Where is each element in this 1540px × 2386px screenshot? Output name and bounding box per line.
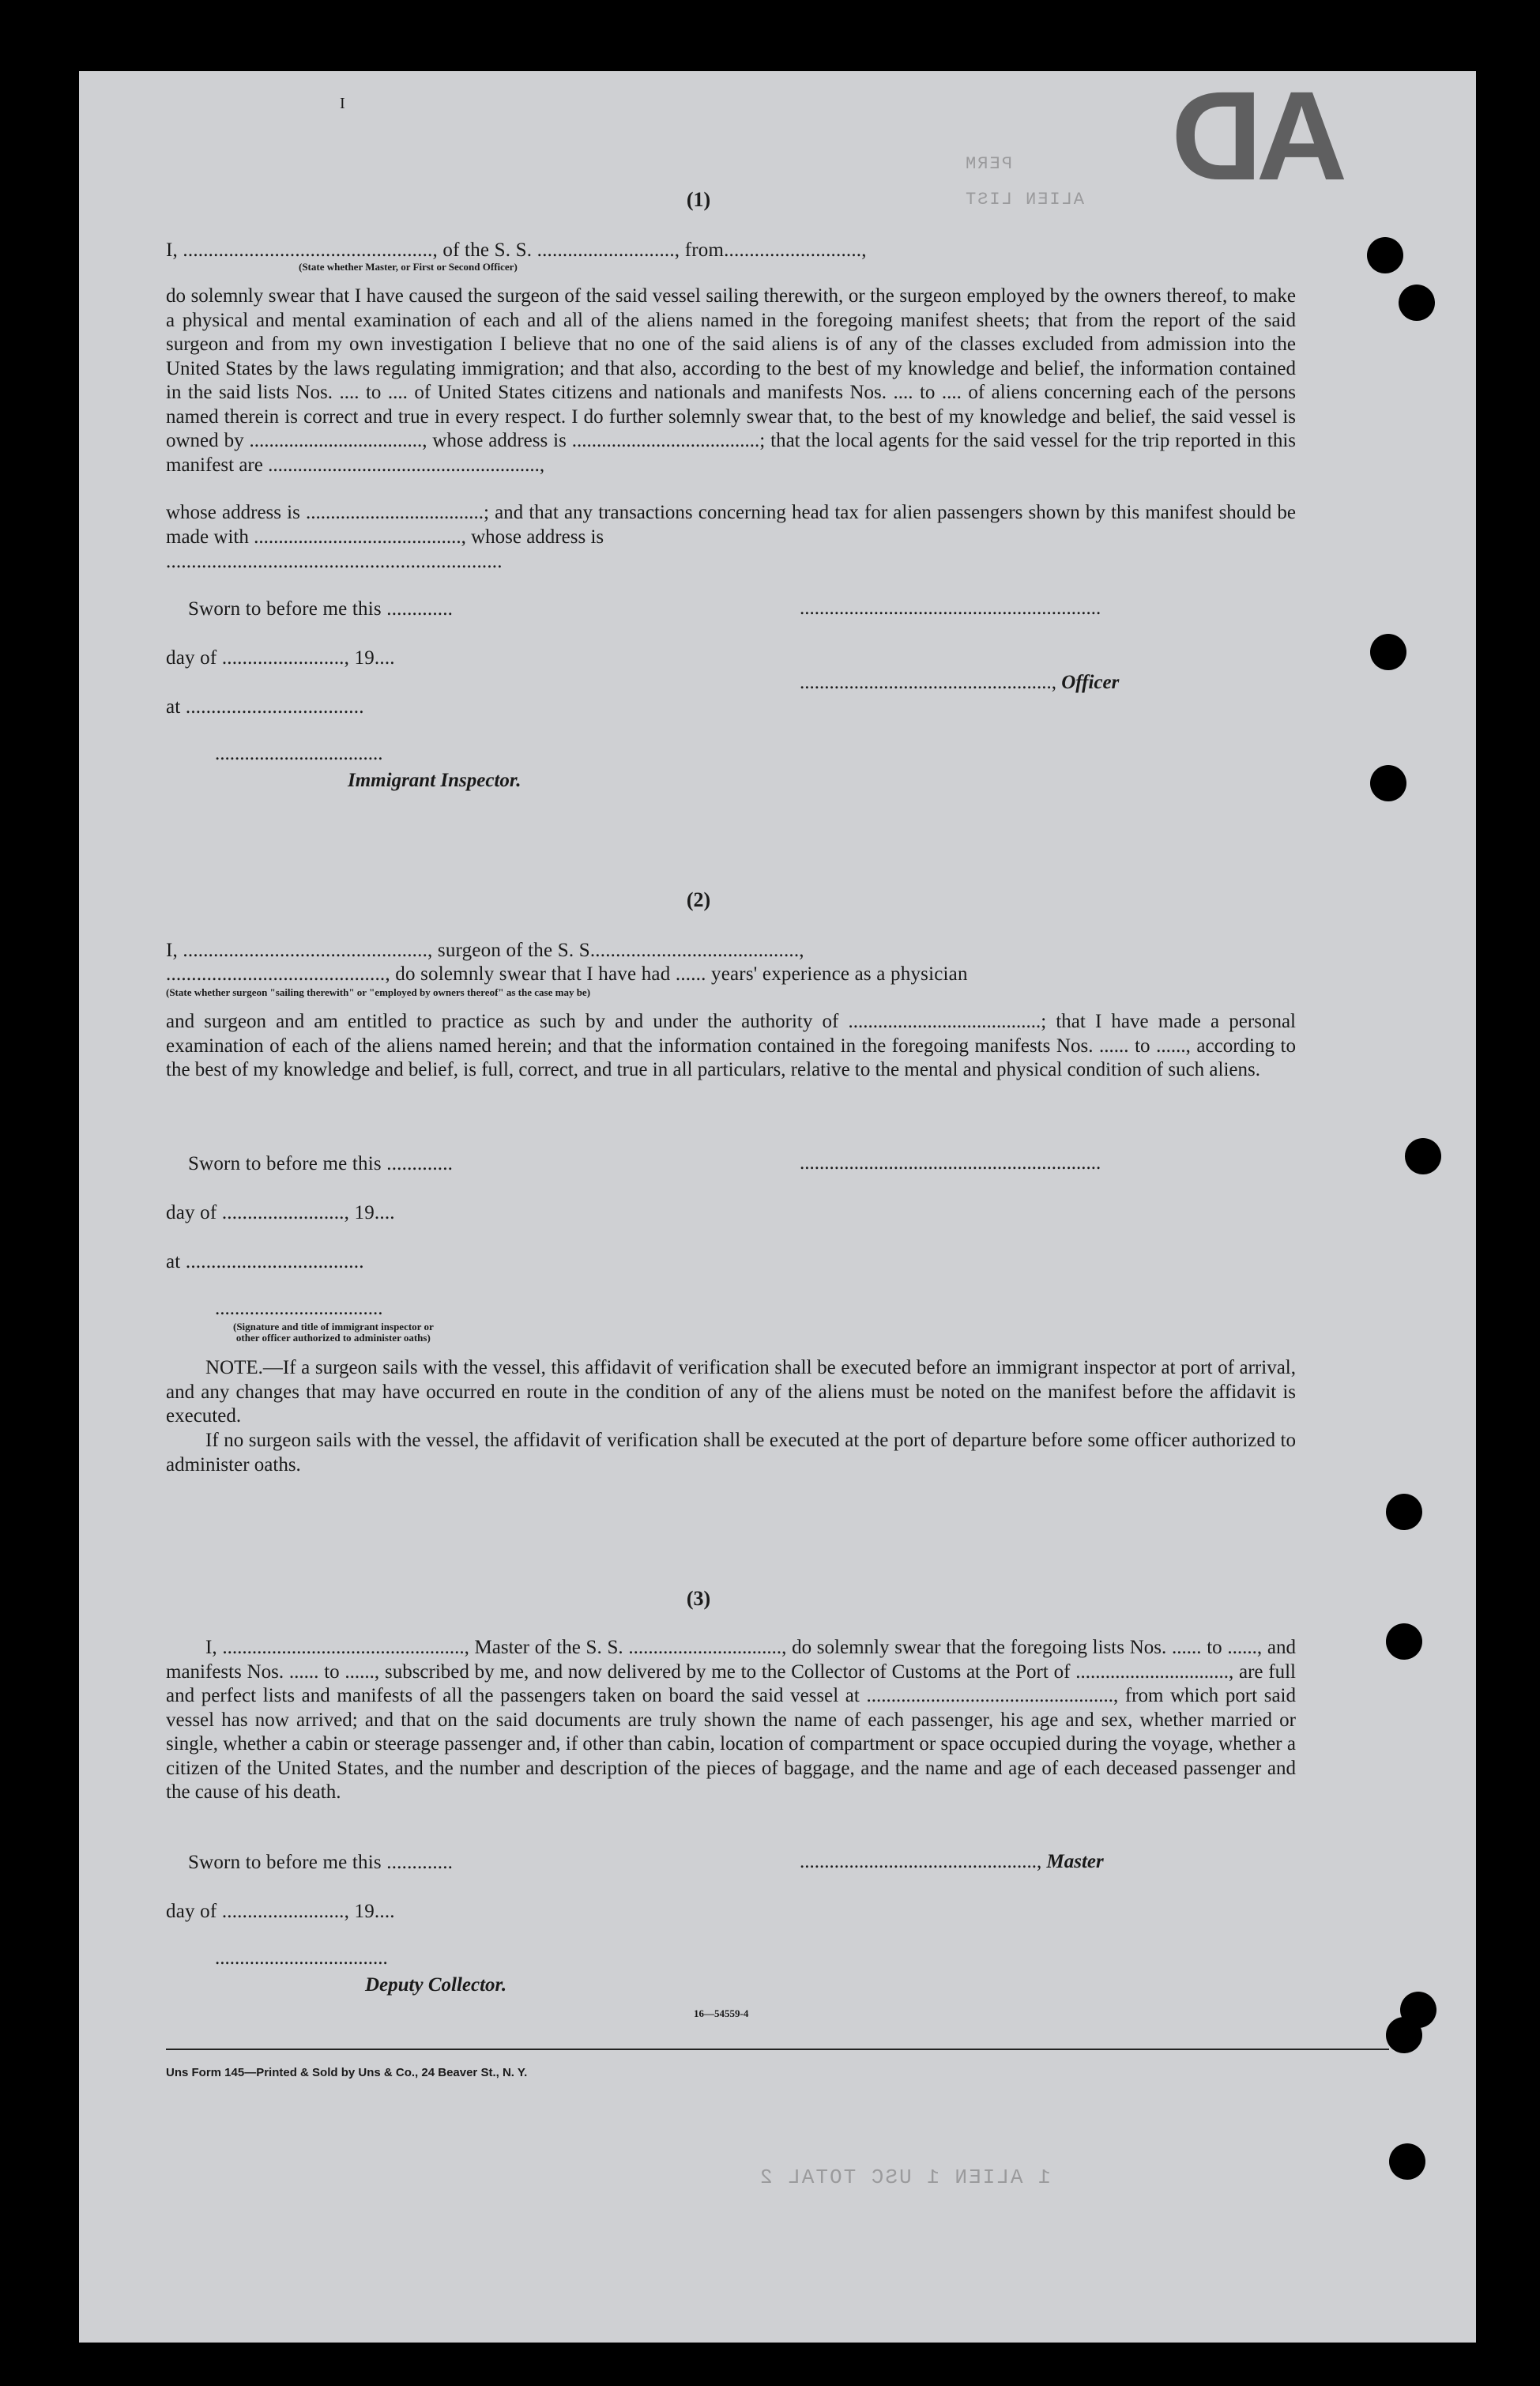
s2-note-2: If no surgeon sails with the vessel, the affidavit of verification shall be executed at the port of departure before some officer authorized to administer oaths. [166,1430,1296,1476]
s3-master-line: ................................................, Master [800,1851,1104,1872]
bleed-text-2: ALIEN LIST [964,190,1085,209]
s1-at: at ................................... [166,696,364,718]
form-number: 16—54559-4 [694,2007,749,2019]
ad-stamp: AD [1177,65,1348,206]
bleed-text-1: PERM [964,154,1012,174]
s1-inspector-title: Immigrant Inspector. [348,770,521,791]
s2-sig-hint: (Signature and title of immigrant inspector or other officer authorized to administer oaths) [233,1321,434,1344]
punch-hole [1370,634,1406,670]
s1-day-of: day of ........................, 19.... [166,647,395,669]
s2-day-of: day of ........................, 19.... [166,1202,395,1223]
punch-hole [1367,237,1403,273]
s2-body: and surgeon and am entitled to practice as such by and under the authority of .......................................; that I have made a personal examination of each of the aliens named herein; and that the information contained in the foregoing manifests Nos. ...... to ......, according to the best of my knowledge and belief, is full, correct, and true in all particulars, relative to the mental and physical condition of such aliens. [166,1011,1296,1080]
stray-mark: I [340,95,345,112]
s2-note-1: NOTE.—If a surgeon sails with the vessel, this affidavit of verification shall be executed before an immigrant inspector at port of arrival, and any changes that may have occurred en route in the condition of any of the aliens must be noted on the manifest before the affidavit is executed. [166,1357,1296,1427]
s1-officer-line: ..................................................., Officer [800,672,1120,693]
punch-hole [1370,765,1406,801]
document-page [79,65,1476,2343]
s1-dots-end: .................................................................. [166,551,503,572]
printer-footer: Uns Form 145—Printed & Sold by Uns & Co., 24 Beaver St., N. Y. [166,2066,528,2079]
section-2-number: (2) [686,888,711,911]
s3-collector-title: Deputy Collector. [365,1974,507,1996]
punch-hole [1405,1138,1441,1174]
s1-signature-line: ............................................................. [800,597,1101,619]
s2-inspector-dots: .................................. [215,1298,383,1319]
bleed-text-3: 1 ALIEN 1 USC TOTAL 2 [759,2165,1051,2189]
s3-day-of: day of ........................, 19.... [166,1901,395,1922]
s1-hint: (State whether Master, or First or Second Officer) [299,261,518,273]
s2-line-1: I, ................................................, surgeon of the S. S........................................., [166,940,804,961]
punch-hole [1386,1623,1422,1660]
section-1-number: (1) [686,188,711,211]
s1-inspector-dots: .................................. [215,743,383,764]
s1-master-line: I, ................................................., of the S. S. ..........................., from..........................., [166,239,867,261]
s2-line-2: ..........................................., do solemnly swear that I have had ...... years' experience as a physician [166,963,968,985]
punch-hole [1386,1494,1422,1530]
punch-hole [1386,2017,1422,2053]
s2-signature-line: ............................................................. [800,1152,1101,1174]
footer-rule [166,2049,1389,2050]
section-3-number: (3) [686,1587,711,1610]
s1-body-2: whose address is ....................................; and that any transactions concerning head tax for alien passengers shown by this manifest should be made with .........................................., whose address is [166,502,1296,548]
s3-sworn: Sworn to before me this ............. [188,1852,454,1873]
s1-sworn: Sworn to before me this ............. [188,598,454,620]
s2-at: at ................................... [166,1251,364,1272]
punch-hole [1389,2143,1425,2180]
s3-body: I, ................................................., Master of the S. S. ..............................., do solemnly swear that the foregoing lists Nos. ...... to ......, and manifests Nos. ...... to ......, subscribed by me, and now delivered by me to the Collector of Customs at the Port of ..............................., are full and perfect lists and manifests of all the passengers taken on board the said vessel at .................................................., from which port said vessel has now arrived; and that on the said documents are truly shown the name of each passenger, his age and sex, whether married or single, whether a cabin or steerage passenger and, if other than cabin, location of compartment or space occupied during the voyage, whether a citizen of the United States, and the number and description of the pieces of baggage, and the name and age of each deceased passenger and the cause of his death. [166,1637,1296,1803]
s1-body: do solemnly swear that I have caused the surgeon of the said vessel sailing therewith, or the surgeon employed by the owners thereof, to make a physical and mental examination of each and all of the aliens named in the foregoing manifest sheets; that from the report of the said surgeon and from my own investigation I believe that no one of the said aliens is of any of the classes excluded from admission into the United States by the laws regulating immigration; and that also, according to the best of my knowledge and belief, the information contained in the said lists Nos. .... to .... of United States citizens and nationals and manifests Nos. .... to .... of aliens concerning each of the persons named therein is correct and true in every respect. I do further solemnly swear that, to the best of my knowledge and belief, the said vessel is owned by ..................................., whose address is ......................................; that the local agents for the said vessel for the trip reported in this manifest are ......................................................., [166,285,1296,476]
punch-hole [1399,285,1435,321]
s3-collector-dots: ................................... [215,1947,388,1969]
s2-hint: (State whether surgeon "sailing therewith" or "employed by owners thereof" as the case may be) [166,986,591,998]
s2-sworn: Sworn to before me this ............. [188,1153,454,1174]
